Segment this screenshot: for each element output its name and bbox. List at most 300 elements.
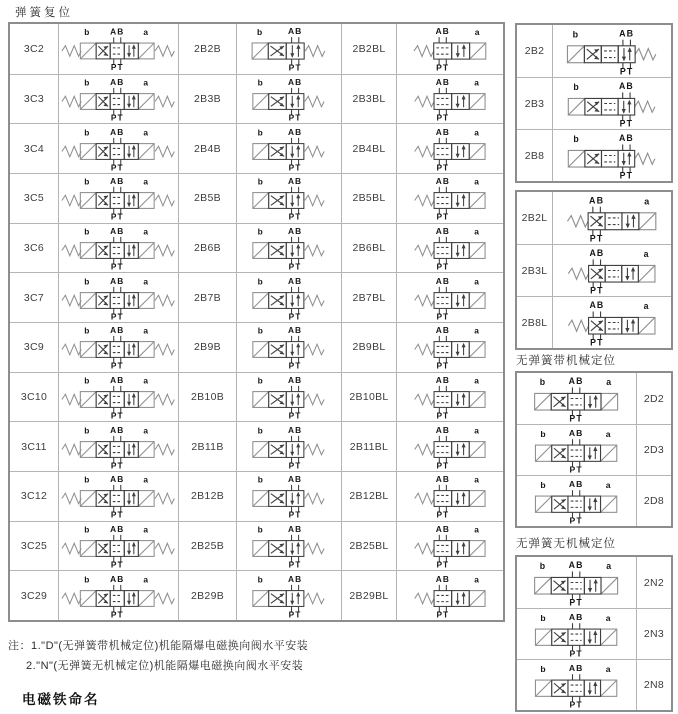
svg-text:b: b bbox=[84, 375, 91, 386]
valve-symbol-cell bbox=[396, 174, 503, 223]
valve-symbol-cell bbox=[58, 522, 178, 571]
double-solenoid-no-detent-valve-symbol bbox=[519, 662, 633, 709]
svg-text:AB: AB bbox=[110, 176, 125, 187]
svg-text:a: a bbox=[606, 479, 612, 490]
svg-text:PT: PT bbox=[111, 211, 124, 222]
valve-symbol-cell bbox=[236, 323, 341, 372]
svg-text:b: b bbox=[84, 226, 91, 237]
double-solenoid-mechanical-detent-valve-symbol bbox=[519, 478, 633, 525]
svg-text:AB: AB bbox=[435, 176, 451, 187]
svg-text:b: b bbox=[84, 574, 91, 585]
model-code: 2B11B bbox=[178, 422, 236, 471]
model-code: 3C9 bbox=[23, 341, 45, 354]
svg-text:AB: AB bbox=[569, 478, 584, 489]
table-row bbox=[517, 608, 671, 659]
svg-text:AB: AB bbox=[619, 27, 635, 38]
svg-text:AB: AB bbox=[619, 80, 635, 91]
svg-text:b: b bbox=[257, 326, 264, 337]
model-code: 2B8 bbox=[524, 149, 545, 162]
model-code: 3C5 bbox=[23, 192, 45, 205]
valve-symbol-cell bbox=[236, 174, 341, 223]
svg-text:a: a bbox=[644, 248, 651, 259]
svg-text:PT: PT bbox=[111, 559, 124, 569]
model-code: 3C7 bbox=[23, 291, 45, 304]
heading-solenoid-naming: 电磁铁命名 bbox=[22, 692, 100, 707]
svg-text:AB: AB bbox=[288, 275, 303, 286]
spring-return-solenoid-a-valve-symbol bbox=[399, 25, 501, 72]
svg-text:a: a bbox=[644, 195, 651, 206]
svg-text:AB: AB bbox=[288, 424, 303, 435]
svg-text:PT: PT bbox=[288, 609, 302, 619]
model-code: 2D3 bbox=[636, 425, 671, 475]
svg-text:PT: PT bbox=[436, 112, 450, 122]
svg-text:PT: PT bbox=[569, 597, 584, 607]
solenoid-b-spring-return-valve-symbol bbox=[239, 523, 339, 569]
svg-text:AB: AB bbox=[435, 275, 451, 286]
svg-text:b: b bbox=[84, 425, 91, 436]
model-code: 2B5BL bbox=[341, 174, 396, 223]
valve-symbol-cell bbox=[517, 660, 636, 710]
svg-text:PT: PT bbox=[288, 311, 302, 321]
model-code: 2B12B bbox=[178, 472, 236, 521]
valve-symbol-cell bbox=[396, 422, 503, 471]
valve-symbol-cell bbox=[58, 224, 178, 273]
table-row bbox=[10, 471, 503, 521]
svg-text:b: b bbox=[84, 77, 91, 88]
model-code: 2B5B bbox=[178, 174, 236, 223]
valve-symbol-cell bbox=[236, 75, 341, 124]
svg-text:b: b bbox=[573, 133, 581, 144]
spring-return-solenoid-a-valve-symbol bbox=[399, 126, 501, 172]
svg-text:b: b bbox=[84, 27, 91, 38]
svg-text:b: b bbox=[84, 475, 91, 486]
model-code: 3C3 bbox=[23, 92, 45, 105]
main-valve-table bbox=[8, 22, 505, 622]
model-code: 2B9BL bbox=[341, 323, 396, 372]
svg-text:AB: AB bbox=[435, 374, 451, 385]
svg-text:AB: AB bbox=[435, 325, 451, 336]
solenoid-b-spring-return-valve-symbol bbox=[239, 324, 339, 370]
svg-text:b: b bbox=[540, 428, 548, 439]
model-code: 2N2 bbox=[636, 557, 671, 608]
svg-text:b: b bbox=[84, 177, 91, 188]
valve-symbol-cell bbox=[58, 472, 178, 521]
svg-text:b: b bbox=[540, 479, 548, 490]
table-row bbox=[10, 123, 503, 173]
valve-symbol-cell bbox=[517, 609, 636, 659]
svg-text:PT: PT bbox=[111, 609, 124, 619]
section-title-spring-return: 弹簧复位 bbox=[15, 7, 73, 19]
valve-symbol-cell bbox=[58, 24, 178, 74]
svg-text:PT: PT bbox=[436, 410, 450, 420]
svg-text:PT: PT bbox=[436, 360, 450, 371]
svg-text:a: a bbox=[143, 326, 150, 337]
model-code: 2B10BL bbox=[341, 373, 396, 422]
valve-symbol-cell bbox=[396, 124, 503, 173]
svg-text:PT: PT bbox=[111, 460, 124, 470]
double-solenoid-spring-centered-valve-symbol bbox=[61, 473, 175, 519]
valve-symbol-cell bbox=[517, 425, 636, 475]
model-code: 2B6B bbox=[178, 224, 236, 273]
svg-text:a: a bbox=[474, 77, 481, 88]
svg-text:a: a bbox=[474, 375, 481, 386]
svg-text:PT: PT bbox=[111, 509, 124, 520]
model-code: 2B11BL bbox=[341, 422, 396, 471]
double-solenoid-spring-centered-valve-symbol bbox=[61, 573, 175, 619]
svg-text:AB: AB bbox=[110, 424, 125, 435]
solenoid-b-spring-return-valve-wide-symbol bbox=[555, 132, 668, 180]
valve-symbol-cell bbox=[236, 373, 341, 422]
model-code: 3C11 bbox=[21, 440, 47, 453]
solenoid-b-spring-return-valve-symbol bbox=[239, 225, 339, 271]
svg-text:PT: PT bbox=[436, 211, 450, 222]
valve-symbol-cell bbox=[58, 323, 178, 372]
model-code: 2B2B bbox=[178, 24, 236, 74]
svg-text:AB: AB bbox=[435, 523, 451, 534]
svg-text:PT: PT bbox=[620, 118, 634, 128]
model-code: 2B3L bbox=[521, 264, 548, 277]
svg-text:a: a bbox=[474, 574, 481, 585]
double-solenoid-spring-centered-valve-symbol bbox=[61, 76, 175, 122]
svg-text:a: a bbox=[143, 177, 150, 188]
double-solenoid-mechanical-detent-valve-symbol bbox=[519, 427, 633, 474]
valve-symbol-cell bbox=[552, 192, 671, 244]
svg-text:PT: PT bbox=[288, 261, 302, 271]
installation-notes bbox=[8, 636, 308, 676]
svg-text:a: a bbox=[143, 276, 150, 287]
svg-text:PT: PT bbox=[288, 460, 302, 470]
svg-text:a: a bbox=[474, 27, 481, 38]
model-code: 2N3 bbox=[636, 609, 671, 659]
svg-text:AB: AB bbox=[435, 573, 451, 584]
double-solenoid-spring-centered-valve-symbol bbox=[61, 126, 175, 172]
svg-text:AB: AB bbox=[288, 374, 303, 385]
solenoid-b-spring-return-valve-symbol bbox=[239, 573, 339, 619]
valve-symbol-cell bbox=[236, 24, 341, 74]
svg-text:PT: PT bbox=[436, 609, 450, 619]
model-code: 2B8L bbox=[521, 316, 548, 329]
valve-symbol-cell bbox=[58, 422, 178, 471]
valve-symbol-cell bbox=[236, 273, 341, 322]
valve-symbol-cell bbox=[552, 245, 671, 296]
model-code: 2B7BL bbox=[341, 273, 396, 322]
solenoid-b-spring-return-valve-symbol bbox=[239, 76, 339, 122]
svg-text:PT: PT bbox=[569, 464, 584, 474]
svg-text:b: b bbox=[257, 375, 264, 386]
svg-text:PT: PT bbox=[111, 162, 124, 172]
valve-symbol-cell bbox=[396, 24, 503, 74]
svg-text:b: b bbox=[257, 27, 264, 38]
side-table-2bl-series bbox=[515, 190, 673, 350]
svg-text:a: a bbox=[143, 27, 150, 38]
svg-text:b: b bbox=[540, 560, 547, 571]
svg-text:PT: PT bbox=[288, 112, 302, 122]
table-row bbox=[10, 272, 503, 322]
valve-symbol-cell bbox=[236, 522, 341, 571]
svg-text:a: a bbox=[143, 77, 150, 88]
table-row bbox=[10, 24, 503, 74]
svg-text:AB: AB bbox=[569, 559, 584, 570]
svg-text:AB: AB bbox=[110, 76, 125, 87]
svg-text:AB: AB bbox=[110, 474, 125, 485]
table-row bbox=[517, 25, 671, 77]
solenoid-b-spring-return-valve-symbol bbox=[239, 374, 339, 420]
svg-text:b: b bbox=[257, 77, 264, 88]
model-code: 3C25 bbox=[20, 539, 48, 552]
svg-text:a: a bbox=[606, 663, 612, 674]
model-code: 2B4BL bbox=[341, 124, 396, 173]
model-code: 3C12 bbox=[20, 490, 48, 503]
table-row bbox=[10, 521, 503, 571]
svg-text:AB: AB bbox=[435, 474, 451, 485]
table-row bbox=[10, 570, 503, 620]
svg-text:PT: PT bbox=[111, 410, 124, 420]
svg-text:AB: AB bbox=[589, 247, 605, 258]
model-code: 2B12BL bbox=[341, 472, 396, 521]
svg-text:AB: AB bbox=[589, 299, 605, 310]
table-row bbox=[517, 77, 671, 129]
solenoid-b-spring-return-valve-wide-symbol bbox=[555, 27, 668, 76]
valve-symbol-cell bbox=[58, 373, 178, 422]
spring-return-solenoid-a-valve-wide-symbol bbox=[555, 247, 668, 295]
table-row bbox=[517, 129, 671, 181]
svg-text:a: a bbox=[143, 475, 150, 486]
svg-text:PT: PT bbox=[288, 509, 302, 520]
svg-text:a: a bbox=[474, 326, 481, 337]
double-solenoid-no-detent-valve-symbol bbox=[519, 559, 633, 607]
note-line-1: 注：1."D"(无弹簧带机械定位)机能隔爆电磁换向阀水平安装 bbox=[8, 640, 309, 652]
double-solenoid-spring-centered-valve-symbol bbox=[61, 424, 175, 470]
table-row bbox=[10, 173, 503, 223]
svg-text:b: b bbox=[257, 574, 264, 585]
svg-text:AB: AB bbox=[110, 374, 125, 385]
svg-text:PT: PT bbox=[620, 66, 634, 76]
svg-text:PT: PT bbox=[436, 509, 450, 520]
svg-text:a: a bbox=[143, 127, 150, 138]
table-row bbox=[10, 322, 503, 372]
svg-text:AB: AB bbox=[435, 424, 451, 435]
model-code: 2B2 bbox=[524, 45, 545, 57]
svg-text:b: b bbox=[257, 127, 264, 138]
valve-symbol-cell bbox=[236, 224, 341, 273]
section-title-detent: 无弹簧带机械定位 bbox=[516, 355, 616, 367]
double-solenoid-spring-centered-valve-symbol bbox=[61, 225, 175, 271]
svg-text:AB: AB bbox=[288, 26, 303, 37]
spring-return-solenoid-a-valve-symbol bbox=[399, 225, 501, 271]
svg-text:b: b bbox=[540, 612, 548, 623]
svg-text:AB: AB bbox=[435, 126, 451, 137]
svg-text:a: a bbox=[474, 276, 481, 287]
svg-text:AB: AB bbox=[288, 126, 303, 137]
table-row bbox=[517, 296, 671, 348]
svg-text:b: b bbox=[573, 81, 581, 92]
valve-symbol-cell bbox=[396, 323, 503, 372]
valve-symbol-cell bbox=[396, 273, 503, 322]
table-row bbox=[517, 244, 671, 296]
svg-text:PT: PT bbox=[288, 62, 302, 73]
spring-return-solenoid-a-valve-symbol bbox=[399, 374, 501, 420]
note-line-2: 2."N"(无弹簧无机械定位)机能隔爆电磁换向阀水平安装 bbox=[26, 660, 304, 672]
svg-text:PT: PT bbox=[620, 170, 634, 180]
svg-text:AB: AB bbox=[110, 523, 125, 534]
svg-text:PT: PT bbox=[436, 311, 450, 321]
spring-return-solenoid-a-valve-symbol bbox=[399, 573, 501, 619]
table-row bbox=[517, 659, 671, 710]
svg-text:PT: PT bbox=[436, 162, 450, 172]
svg-text:PT: PT bbox=[569, 413, 584, 423]
svg-text:a: a bbox=[474, 524, 481, 535]
model-code: 2B29B bbox=[178, 571, 236, 620]
svg-text:PT: PT bbox=[288, 559, 302, 569]
svg-text:AB: AB bbox=[110, 325, 125, 336]
valve-symbol-cell bbox=[396, 571, 503, 620]
model-code: 3C2 bbox=[23, 42, 45, 55]
svg-text:PT: PT bbox=[569, 515, 584, 525]
svg-text:b: b bbox=[257, 475, 264, 486]
svg-text:a: a bbox=[474, 127, 481, 138]
table-row bbox=[517, 475, 671, 526]
model-code: 3C4 bbox=[23, 142, 45, 155]
svg-text:a: a bbox=[474, 177, 481, 188]
valve-symbol-cell bbox=[517, 373, 636, 424]
valve-symbol-cell bbox=[396, 472, 503, 521]
svg-text:AB: AB bbox=[288, 474, 303, 485]
valve-symbol-cell bbox=[58, 273, 178, 322]
svg-text:PT: PT bbox=[436, 62, 450, 73]
table-row bbox=[517, 192, 671, 244]
solenoid-b-spring-return-valve-wide-symbol bbox=[555, 80, 668, 128]
svg-text:AB: AB bbox=[435, 76, 451, 87]
model-code: 2B6BL bbox=[341, 224, 396, 273]
svg-text:PT: PT bbox=[436, 261, 450, 271]
double-solenoid-spring-centered-valve-symbol bbox=[61, 374, 175, 420]
svg-text:a: a bbox=[474, 475, 481, 486]
svg-text:PT: PT bbox=[288, 410, 302, 420]
valve-symbol-cell bbox=[552, 25, 671, 77]
solenoid-b-spring-return-valve-symbol bbox=[239, 275, 339, 321]
valve-symbol-cell bbox=[236, 422, 341, 471]
double-solenoid-spring-centered-valve-symbol bbox=[61, 275, 175, 321]
svg-text:b: b bbox=[257, 524, 264, 535]
svg-text:b: b bbox=[540, 376, 547, 387]
table-row bbox=[10, 372, 503, 422]
model-code: 2B7B bbox=[178, 273, 236, 322]
table-row bbox=[10, 74, 503, 124]
valve-symbol-cell bbox=[236, 571, 341, 620]
svg-text:AB: AB bbox=[288, 573, 303, 584]
svg-text:AB: AB bbox=[589, 194, 605, 205]
svg-text:AB: AB bbox=[110, 126, 125, 137]
svg-text:PT: PT bbox=[111, 112, 124, 122]
solenoid-b-spring-return-valve-symbol bbox=[239, 25, 339, 72]
svg-text:a: a bbox=[606, 560, 613, 571]
side-table-2d-series bbox=[515, 371, 673, 528]
double-solenoid-spring-centered-valve-symbol bbox=[61, 324, 175, 370]
valve-symbol-cell bbox=[236, 472, 341, 521]
svg-text:b: b bbox=[84, 524, 91, 535]
svg-text:PT: PT bbox=[590, 337, 604, 347]
svg-text:AB: AB bbox=[288, 325, 303, 336]
model-code: 3C6 bbox=[23, 241, 45, 254]
spring-return-solenoid-a-valve-symbol bbox=[399, 275, 501, 321]
model-code: 2B9B bbox=[178, 323, 236, 372]
valve-symbol-cell bbox=[236, 124, 341, 173]
svg-text:AB: AB bbox=[619, 132, 635, 143]
model-code: 2D8 bbox=[636, 476, 671, 526]
model-code: 3C29 bbox=[20, 589, 48, 602]
solenoid-b-spring-return-valve-symbol bbox=[239, 175, 339, 221]
svg-text:PT: PT bbox=[569, 648, 584, 658]
svg-text:AB: AB bbox=[288, 523, 303, 534]
model-code: 2B2L bbox=[521, 212, 548, 224]
model-code: 2D2 bbox=[636, 373, 671, 424]
side-table-2b-series bbox=[515, 23, 673, 183]
table-row bbox=[517, 557, 671, 608]
svg-text:PT: PT bbox=[288, 162, 302, 172]
model-code: 2B2BL bbox=[341, 24, 396, 74]
svg-text:AB: AB bbox=[110, 573, 125, 584]
svg-text:AB: AB bbox=[569, 427, 584, 438]
model-code: 3C10 bbox=[20, 390, 48, 403]
svg-text:a: a bbox=[474, 425, 481, 436]
double-solenoid-spring-centered-valve-symbol bbox=[61, 25, 175, 72]
svg-text:AB: AB bbox=[569, 662, 584, 673]
svg-text:a: a bbox=[644, 300, 651, 311]
model-code: 2N8 bbox=[636, 660, 671, 710]
model-code: 2B29BL bbox=[341, 571, 396, 620]
valve-symbol-cell bbox=[552, 130, 671, 181]
svg-text:AB: AB bbox=[569, 611, 584, 622]
svg-text:PT: PT bbox=[590, 233, 604, 243]
svg-text:a: a bbox=[143, 375, 150, 386]
model-code: 2B25B bbox=[178, 522, 236, 571]
valve-symbol-cell bbox=[396, 224, 503, 273]
spring-return-solenoid-a-valve-symbol bbox=[399, 523, 501, 569]
table-row bbox=[517, 373, 671, 424]
svg-text:AB: AB bbox=[110, 26, 125, 37]
svg-text:PT: PT bbox=[111, 62, 124, 73]
section-title-no-detent: 无弹簧无机械定位 bbox=[516, 538, 616, 550]
svg-text:a: a bbox=[474, 226, 481, 237]
svg-text:a: a bbox=[606, 376, 613, 387]
svg-text:b: b bbox=[84, 326, 91, 337]
svg-text:PT: PT bbox=[569, 699, 584, 709]
svg-text:PT: PT bbox=[288, 360, 302, 371]
svg-text:AB: AB bbox=[110, 275, 125, 286]
model-code: 2B3 bbox=[524, 97, 545, 110]
spring-return-solenoid-a-valve-symbol bbox=[399, 76, 501, 122]
model-code: 2B10B bbox=[178, 373, 236, 422]
double-solenoid-no-detent-valve-symbol bbox=[519, 611, 633, 658]
svg-text:a: a bbox=[606, 428, 612, 439]
svg-text:AB: AB bbox=[288, 225, 303, 236]
model-code: 2B3B bbox=[178, 75, 236, 124]
svg-text:b: b bbox=[257, 276, 264, 287]
svg-text:a: a bbox=[143, 226, 150, 237]
solenoid-b-spring-return-valve-symbol bbox=[239, 126, 339, 172]
svg-text:b: b bbox=[84, 276, 91, 287]
svg-text:PT: PT bbox=[111, 360, 124, 371]
svg-text:AB: AB bbox=[435, 26, 451, 37]
table-row bbox=[10, 421, 503, 471]
svg-text:b: b bbox=[257, 425, 264, 436]
table-row bbox=[10, 223, 503, 273]
spring-return-solenoid-a-valve-symbol bbox=[399, 175, 501, 221]
model-code: 2B3BL bbox=[341, 75, 396, 124]
svg-text:b: b bbox=[572, 28, 580, 39]
svg-text:PT: PT bbox=[436, 559, 450, 569]
svg-text:PT: PT bbox=[111, 311, 124, 321]
